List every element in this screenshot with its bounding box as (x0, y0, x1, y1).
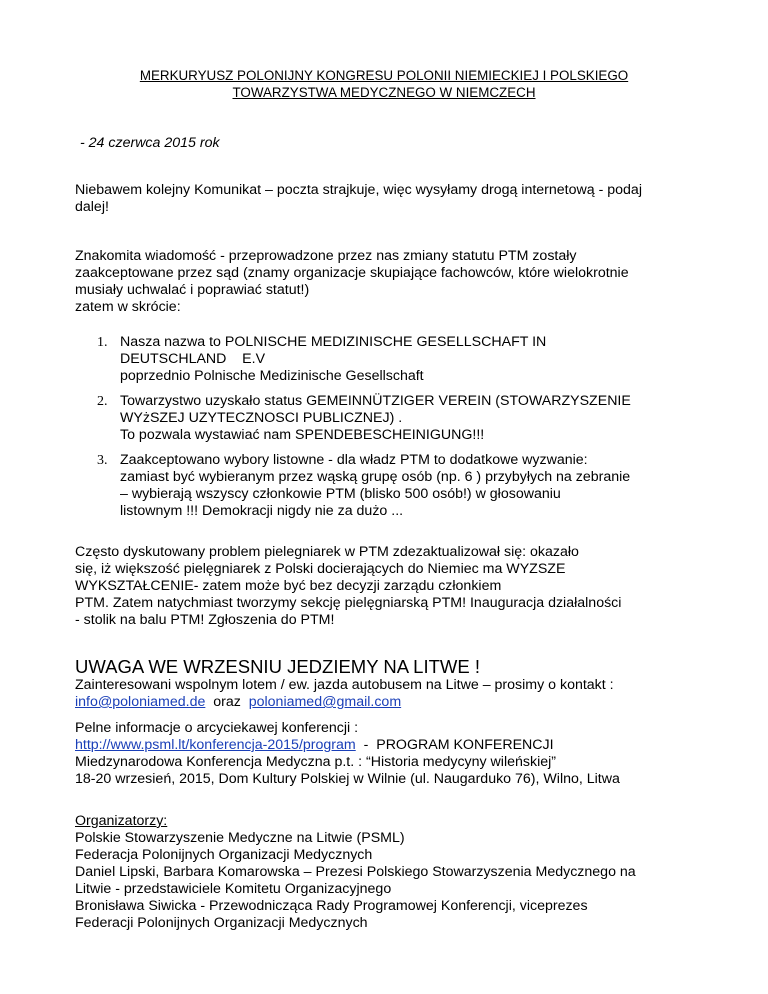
title-line-2: TOWARZYSTWA MEDYCZNEGO W NIEMCZECH (232, 85, 536, 100)
list-line: Nasza nazwa to POLNISCHE MEDIZINISCHE GESELLSCHAFT IN (120, 334, 547, 350)
intro-paragraph (75, 182, 695, 216)
news-paragraph (75, 248, 695, 316)
news-line: zaakceptowane przez sąd (znamy organizacje skupiające fachowców, które wielokrotnie (75, 265, 629, 281)
intro-line: Niebawem kolejny Komunikat – poczta strajkuje, więc wysyłamy drogą internetową - podaj (75, 182, 642, 198)
organizers-paragraph (75, 813, 695, 932)
news-line: musiały uchwalać i poprawiać statut!) (75, 282, 310, 298)
list-line: listownym !!! Demokracji nigdy nie za dużo ... (120, 503, 404, 519)
organizer-line: Bronisława Siwicka - Przewodnicząca Rady Programowej Konferencji, viceprezes (75, 898, 588, 914)
list-item (75, 452, 695, 520)
conference-url-line (75, 737, 695, 754)
news-line: zatem w skrócie: (75, 299, 181, 315)
contact-line: Zainteresowani wspolnym lotem / ew. jazda autobusem na Litwe – prosimy o kontakt : (75, 677, 614, 693)
list-line: – wybierają wszyscy członkowie PTM (blisko 500 osób!) w głosowaniu (120, 486, 561, 502)
list-item (75, 393, 695, 444)
conference-program-link[interactable]: http://www.psml.lt/konferencja-2015/program (75, 737, 356, 753)
title-line-1: MERKURYUSZ POLONIJNY KONGRESU POLONII NIEMIECKIEJ I POLSKIEGO (139, 68, 629, 83)
date-line: - 24 czerwca 2015 rok (80, 135, 220, 151)
organizers-heading: Organizatorzy: (75, 813, 168, 829)
list-number: 2. (97, 394, 108, 409)
program-label: - PROGRAM KONFERENCJI (355, 737, 554, 753)
nurses-line: WYKSZTAŁCENIE- zatem może być bez decyzji zarządu członkiem (75, 578, 502, 594)
contact-paragraph (75, 677, 695, 711)
news-line: Znakomita wiadomość - przeprowadzone przez nas zmiany statutu PTM zostały (75, 248, 577, 264)
nurses-line: Często dyskutowany problem pielegniarek w PTM zdezaktualizował się: okazało (75, 544, 579, 560)
list-number: 1. (97, 335, 108, 350)
list-line: zamiast być wybieranym przez wąską grupę osób (np. 6 ) przybyłych na zebranie (120, 469, 631, 485)
section-headline: UWAGA WE WRZESNIU JEDZIEMY NA LITWE ! (75, 656, 480, 677)
email-link-gmail[interactable]: poloniamed@gmail.com (248, 694, 402, 710)
email-link-info[interactable]: info@poloniamed.de (75, 694, 206, 710)
list-line: To pozwala wystawiać nam SPENDEBESCHEINIGUNG!!! (120, 427, 485, 443)
conference-paragraph (75, 720, 695, 788)
list-line: WYżSZEJ UZYTECZNOSCI PUBLICZNEJ) . (120, 410, 403, 426)
contact-emails (75, 694, 695, 711)
nurses-paragraph (75, 544, 695, 629)
conference-line: 18-20 wrzesień, 2015, Dom Kultury Polskiej w Wilnie (ul. Naugarduko 76), Wilno, Litwa (75, 771, 620, 787)
organizer-line: Daniel Lipski, Barbara Komarowska – Prezesi Polskiego Stowarzyszenia Medycznego na (75, 864, 636, 880)
organizer-line: Litwie - przedstawiciele Komitetu Organizacyjnego (75, 881, 392, 897)
oraz-text: oraz (205, 694, 249, 710)
document-title (60, 67, 708, 101)
conference-line: Miedzynarodowa Konferencja Medyczna p.t. : “Historia medycyny wileńskiej” (75, 754, 556, 770)
nurses-line: PTM. Zatem natychmiast tworzymy sekcję pielęgniarską PTM! Inauguracja działalności (75, 595, 622, 611)
nurses-line: - stolik na balu PTM! Zgłoszenia do PTM! (75, 612, 335, 628)
conference-line: Pelne informacje o arcyciekawej konferencji : (75, 720, 359, 736)
organizer-line: Federacja Polonijnych Organizacji Medycznych (75, 847, 373, 863)
list-line: Zaakceptowano wybory listowne - dla władz PTM to dodatkowe wyzwanie: (120, 452, 588, 468)
intro-line: dalej! (75, 199, 109, 215)
list-item (75, 334, 695, 385)
list-line: poprzednio Polnische Medizinische Gesellschaft (120, 368, 424, 384)
list-line: DEUTSCHLAND E.V (120, 351, 266, 367)
list-line: Towarzystwo uzyskało status GEMEINNÜTZIGER VEREIN (STOWARZYSZENIE (120, 393, 631, 409)
list-number: 3. (97, 453, 108, 468)
organizer-line: Polskie Stowarzyszenie Medyczne na Litwie (PSML) (75, 830, 405, 846)
organizer-line: Federacji Polonijnych Organizacji Medycznych (75, 915, 368, 931)
nurses-line: się, iż większość pielęgniarek z Polski docierających do Niemiec ma WYZSZE (75, 561, 566, 577)
numbered-list (75, 334, 695, 528)
